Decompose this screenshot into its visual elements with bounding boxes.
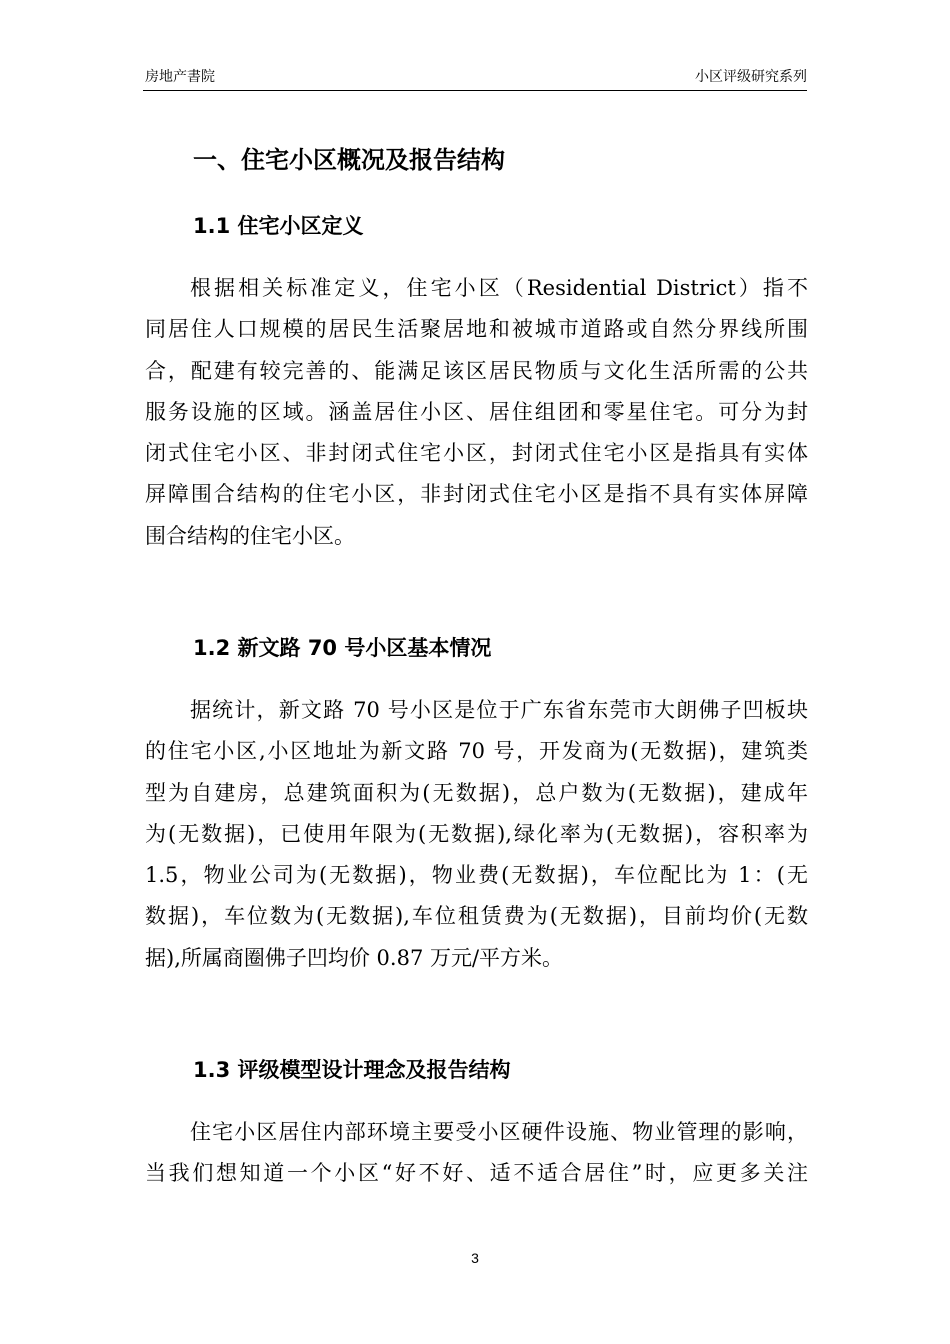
paragraph-line: 合，配建有较完善的、能满足该区居民物质与文化生活所需的公共 [145, 358, 808, 383]
paragraph-1-2 [145, 690, 808, 979]
paragraph-line: 为(无数据)，已使用年限为(无数据),绿化率为(无数据)，容积率为 [145, 821, 808, 846]
paragraph-line: 服务设施的区域。涵盖居住小区、居住组团和零星住宅。可分为封 [145, 399, 808, 424]
header-left-title: 房地产書院 [145, 69, 215, 85]
paragraph-line: 的住宅小区,小区地址为新文路 70 号，开发商为(无数据)，建筑类 [145, 739, 808, 764]
paragraph-line: 根据相关标准定义，住宅小区（Residential District）指不 [190, 276, 808, 300]
header-divider [143, 90, 807, 91]
paragraph-line: 1.5，物业公司为(无数据)，物业费(无数据)，车位配比为 1：(无 [145, 863, 808, 888]
paragraph-line: 据),所属商圈佛子凹均价 0.87 万元/平方米。 [145, 945, 564, 970]
paragraph-line: 闭式住宅小区、非封闭式住宅小区，封闭式住宅小区是指具有实体 [145, 441, 808, 466]
paragraph-1-1 [145, 268, 808, 557]
paragraph-line: 型为自建房，总建筑面积为(无数据)，总户数为(无数据)，建成年 [145, 780, 808, 805]
subsection-title-1-1: 1.1 住宅小区定义 [193, 214, 364, 238]
paragraph-line: 住宅小区居住内部环境主要受小区硬件设施、物业管理的影响， [190, 1120, 808, 1144]
subsection-title-1-2: 1.2 新文路 70 号小区基本情况 [193, 636, 492, 660]
paragraph-line: 当我们想知道一个小区“好不好、适不适合居住”时，应更多关注 [145, 1161, 808, 1186]
paragraph-line: 围合结构的住宅小区。 [145, 523, 355, 548]
paragraph-line: 同居住人口规模的居民生活聚居地和被城市道路或自然分界线所围 [145, 317, 808, 342]
paragraph-line: 据统计，新文路 70 号小区是位于广东省东莞市大朗佛子凹板块 [190, 698, 808, 722]
paragraph-1-3 [145, 1112, 808, 1195]
section-title: 一、住宅小区概况及报告结构 [193, 146, 505, 174]
header-right-title: 小区评级研究系列 [695, 69, 807, 85]
subsection-title-1-3: 1.3 评级模型设计理念及报告结构 [193, 1058, 511, 1082]
paragraph-line: 屏障围合结构的住宅小区，非封闭式住宅小区是指不具有实体屏障 [145, 482, 808, 507]
page-number: 3 [471, 1250, 479, 1266]
paragraph-line: 数据)，车位数为(无数据),车位租赁费为(无数据)，目前均价(无数 [145, 904, 808, 929]
